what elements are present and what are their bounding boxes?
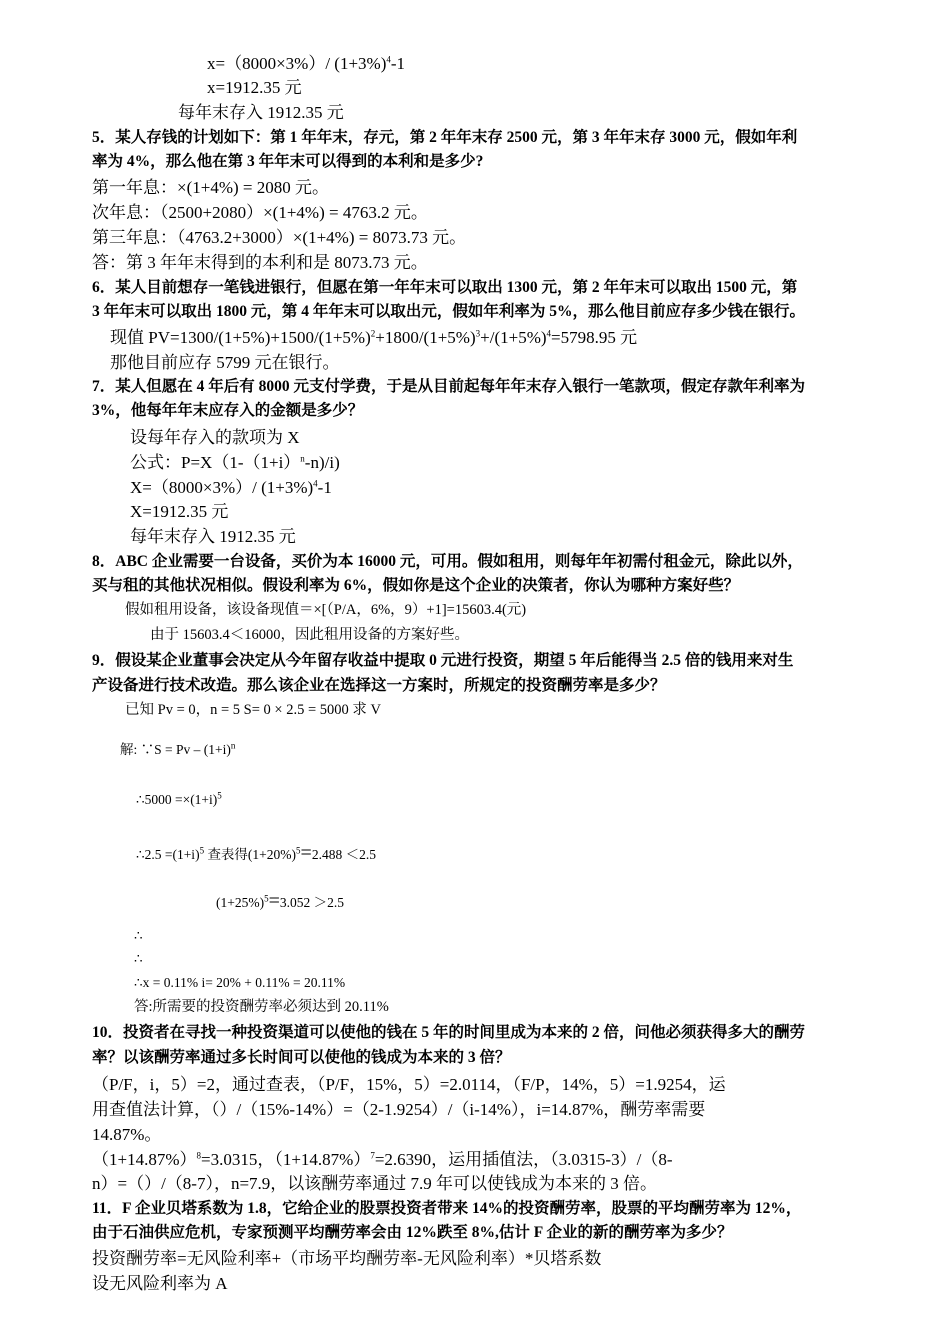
question-10-line-2: 率？以该酬劳率通过多长时间可以使他的钱成为本来的 3 倍？ [92, 1049, 511, 1066]
exponent: 3 [475, 328, 481, 339]
exponent: 7 [370, 1150, 375, 1161]
exponent: 8 [196, 1150, 201, 1161]
equals-sign: = [300, 842, 312, 864]
answer-line: 设无风险利率为 A [92, 1274, 228, 1293]
formula-line [130, 478, 332, 498]
formula-line: ∴x = 0.11% i= 20% + 0.11% = 20.11% [134, 975, 346, 990]
question-9-line-2: 产设备进行技术改造。那么该企业在选择这一方案时，所规定的投资酬劳率是多少？ [92, 677, 666, 694]
answer-line: 答:所需要的投资酬劳率必须达到 20.11% [134, 999, 389, 1015]
answer-line: 那他目前应存 5799 元在银行。 [110, 353, 340, 372]
therefore-symbol: ∴ [134, 951, 143, 966]
answer-line: 假如租用设备，该设备现值＝×[（P/A，6%，9）+1]=15603.4(元) [125, 602, 527, 618]
formula-text: 2.488 ＜2.5 [311, 847, 376, 862]
answer-line: X=1912.35 元 [130, 502, 229, 521]
formula-text: +/(1+5%) [480, 328, 547, 347]
question-11-line-2: 由于石油供应危机，专家预测平均酬劳率会由 12%跌至 8%,估计 F 企业的新的酬劳率为多少？ [92, 1224, 733, 1241]
exponent: 4 [313, 478, 318, 489]
question-8-line-2: 买与租的其他状况相似。假设利率为 6%，假如你是这个企业的决策者，你认为哪种方案好些？ [92, 577, 740, 594]
formula-line [136, 841, 376, 865]
answer-line: 由于 15603.4＜16000，因此租用设备的方案好些。 [150, 627, 469, 643]
formula-text: -1 [390, 54, 406, 73]
formula-text: 查表得(1+20%) [204, 847, 297, 862]
exponent: 4 [546, 328, 552, 339]
answer-line: 用查值法计算，（）/（15%-14%）=（2-1.9254）/（i-14%），i=14.87%，酬劳率需要 [92, 1100, 706, 1119]
formula-line [92, 1150, 672, 1170]
question-8-line-1: 8．ABC 企业需要一台设备，买价为本 16000 元，可用。假如租用，则每年年初需付租金元，除此以外， [92, 553, 803, 570]
formula-text: 公式：P=X（1-（1+i） [130, 453, 301, 472]
formula-line [207, 54, 405, 74]
question-9-line-1: 9．假设某企业董事会决定从今年留存收益中提取 0 元进行投资，期望 5 年后能得当 2.5 倍的钱用来对生 [92, 652, 794, 669]
formula-text: -n)/i) [304, 453, 340, 472]
formula-line [136, 792, 222, 808]
formula-text: （1+14.87%） [92, 1150, 197, 1169]
question-6-line-2: 3 年年末可以取出 1800 元，第 4 年年末可以取出元，假如年利率为 5%，那么他目前应存多少钱在银行。 [92, 303, 806, 320]
answer-line: 投资酬劳率=无风险利率+（市场平均酬劳率-无风险利率）*贝塔系数 [92, 1249, 602, 1268]
answer-line: 已知 Pv = 0，n = 5 S= 0 × 2.5 = 5000 求 V [125, 702, 381, 718]
question-11-line-1: 11．F 企业贝塔系数为 1.8，它给企业的股票投资者带来 14%的投资酬劳率，股票的平均酬劳率为 12%， [92, 1200, 802, 1217]
exponent: n [230, 740, 236, 751]
exponent: 5 [264, 893, 269, 904]
answer-line: 设每年存入的款项为 X [130, 428, 300, 447]
formula-text: =3.0315，（1+14.87%） [201, 1150, 371, 1169]
formula-line [120, 742, 235, 758]
formula-text: x=（8000×3%）/ (1+3%) [207, 54, 387, 73]
formula-text: 3.052 ＞2.5 [279, 895, 345, 910]
equals-sign: = [268, 890, 280, 912]
therefore-symbol: ∴ [134, 928, 143, 943]
formula-line [110, 328, 637, 348]
formula-text: 解: ∵S = Pv – (1+i) [120, 742, 231, 757]
answer-line: 每年末存入 1912.35 元 [130, 527, 296, 546]
exponent: 4 [386, 54, 391, 65]
formula-text: +1800/(1+5%) [375, 328, 476, 347]
exponent: 2 [370, 328, 376, 339]
answer-line: （P/F，i，5）=2，通过查表，（P/F，15%，5）=2.0114，（F/P，14%，5）=1.9254，运 [92, 1075, 726, 1094]
formula-text: (1+25%) [216, 895, 265, 910]
formula-text: -1 [317, 478, 332, 497]
question-7-line-2: 3%，他每年年末应存入的金额是多少？ [92, 402, 364, 419]
formula-line [216, 889, 344, 913]
answer-line: 次年息：（2500+2080）×(1+4%) = 4763.2 元。 [92, 203, 428, 222]
answer-line: 第三年息：（4763.2+3000）×(1+4%) = 8073.73 元。 [92, 228, 467, 247]
answer-line: 第一年息：×(1+4%) = 2080 元。 [92, 178, 329, 197]
formula-text: ∴2.5 =(1+i) [136, 847, 200, 862]
exponent: 5 [296, 845, 301, 856]
formula-line [130, 453, 340, 473]
question-5-line-1: 5．某人存钱的计划如下：第 1 年年末，存元，第 2 年年末存 2500 元，第 3 年年末存 3000 元，假如年利 [92, 129, 798, 146]
formula-text: X=（8000×3%）/ (1+3%) [130, 478, 314, 497]
formula-text: 现值 PV=1300/(1+5%)+1500/(1+5%) [110, 328, 371, 347]
formula-text: =2.6390，运用插值法，（3.0315-3）/（8- [374, 1150, 673, 1169]
exponent: 5 [199, 845, 205, 856]
answer-line: n）=（）/（8-7），n=7.9，以该酬劳率通过 7.9 年可以使钱成为本来的 3 倍。 [92, 1174, 658, 1193]
question-10-line-1: 10．投资者在寻找一种投资渠道可以使他的钱在 5 年的时间里成为本来的 2 倍，问他必须获得多大的酬劳 [92, 1024, 806, 1041]
answer-line: 答：第 3 年年末得到的本利和是 8073.73 元。 [92, 253, 428, 272]
question-7-line-1: 7．某人但愿在 4 年后有 8000 元支付学费，于是从目前起每年年末存入银行一笔款项，假定存款年利率为 [92, 378, 806, 395]
question-6-line-1: 6．某人目前想存一笔钱进银行，但愿在第一年年末可以取出 1300 元，第 2 年年末可以取出 1500 元，第 [92, 279, 798, 296]
formula-text: ∴5000 =×(1+i) [136, 792, 218, 807]
exponent: n [300, 453, 305, 464]
question-5-line-2: 率为 4%，那么他在第 3 年年末可以得到的本利和是多少? [92, 153, 484, 170]
exponent: 5 [217, 790, 222, 801]
formula-text: =5798.95 元 [551, 328, 638, 347]
text-line: x=1912.35 元 [207, 78, 302, 97]
answer-line: 14.87%。 [92, 1125, 162, 1144]
text-line: 每年末存入 1912.35 元 [178, 103, 344, 122]
